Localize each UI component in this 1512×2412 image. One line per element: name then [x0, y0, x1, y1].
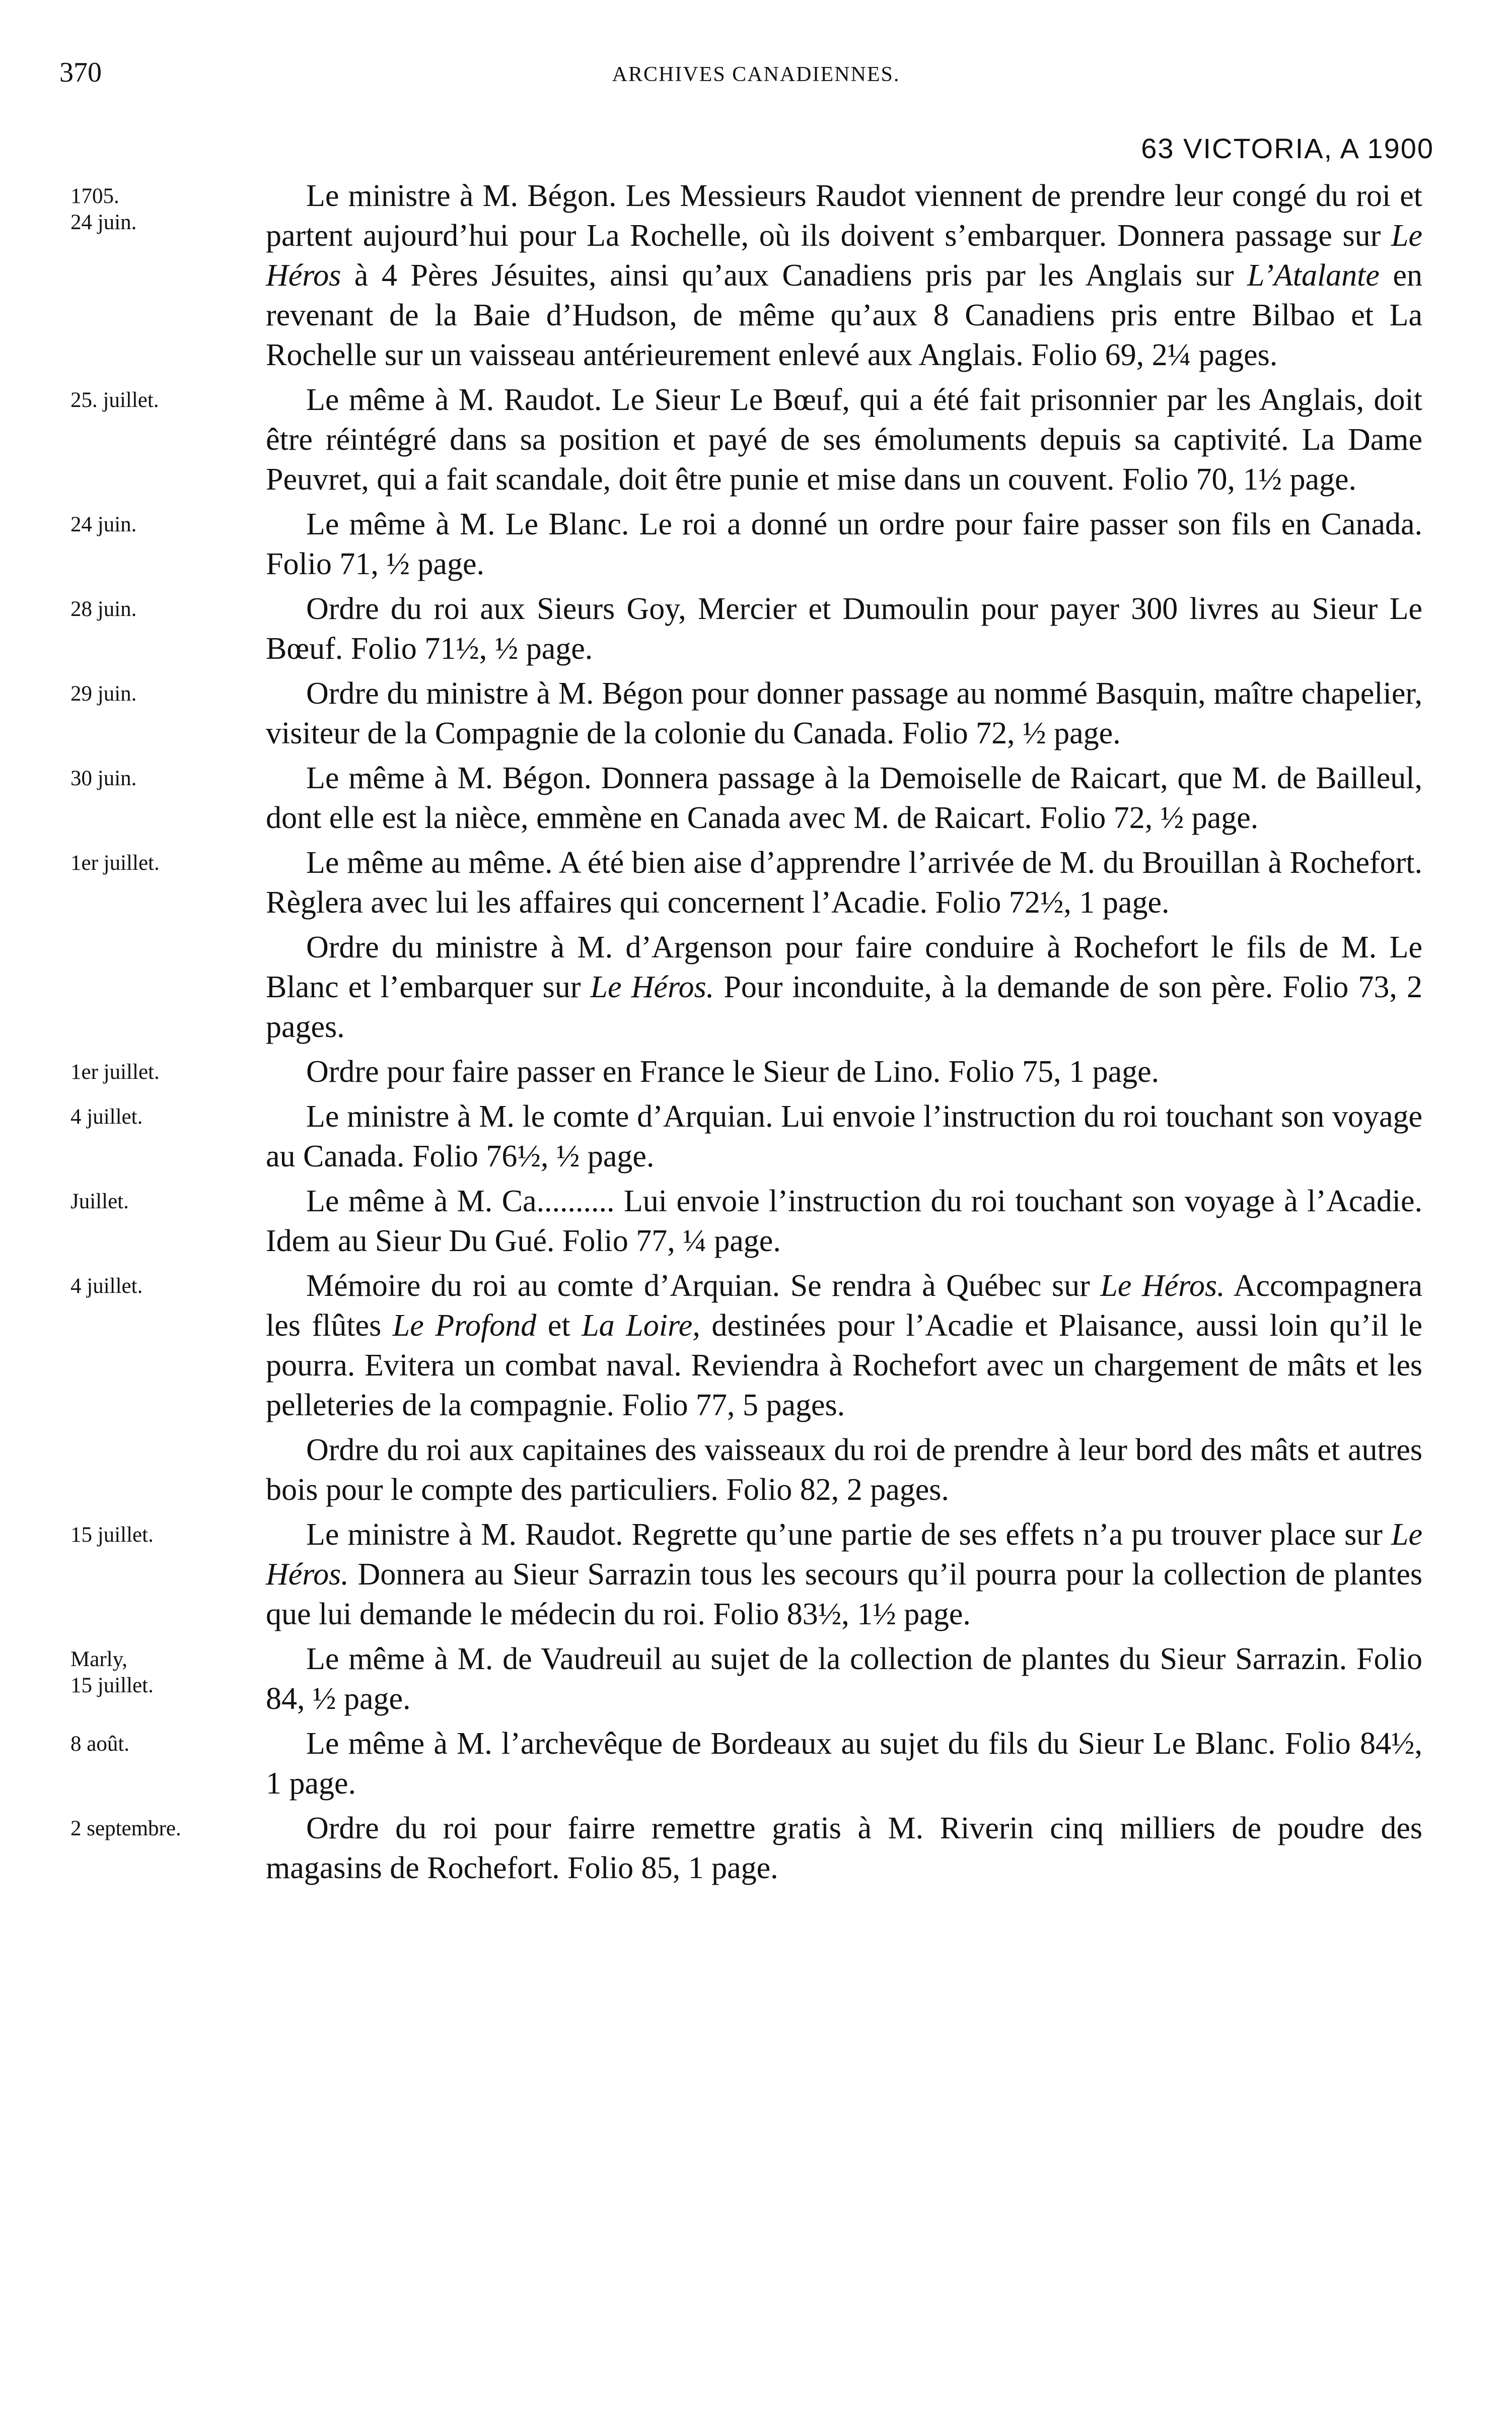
entry-text-run: Le ministre à M. Bégon. Les Messieurs Raudot viennent de prendre leur congé du roi et partent aujourd’hui pour La Rochelle, où ils doivent s’embarquer. Donnera passage sur [266, 179, 1422, 253]
entry-date: 2 septembre. [70, 1817, 181, 1840]
entry-text [266, 380, 1422, 500]
entry-text-run: Ordre du ministre à M. Bégon pour donner passage au nommé Basquin, maître chapelier, visiteur de la Compagnie de la colonie du Canada. Folio 72, ½ page. [266, 676, 1422, 750]
ship-name: Le Profond [392, 1308, 537, 1343]
entry-text [266, 1724, 1422, 1804]
entry-date: 4 juillet. [70, 1105, 143, 1129]
entry-text [266, 1430, 1422, 1510]
entry-text [266, 1515, 1422, 1634]
entry-text-run: Ordre pour faire passer en France le Sieur de Lino. Folio 75, 1 page. [306, 1055, 1160, 1089]
entry-text [266, 1097, 1422, 1177]
entry [0, 1515, 1512, 1634]
entry-date: 1705. 24 juin. [70, 184, 137, 234]
entry [0, 1182, 1512, 1261]
entry-date: 8 août. [70, 1732, 130, 1756]
entry-date: 1er juillet. [70, 851, 160, 875]
entry [0, 1639, 1512, 1719]
entry-text-run: et [536, 1308, 582, 1343]
entry-text-run: Le même à M. Le Blanc. Le roi a donné un ordre pour faire passer son fils en Canada. Folio 71, ½ page. [266, 507, 1422, 581]
entry-text-run: Le même à M. Ca.......... Lui envoie l’instruction du roi touchant son voyage à l’Acadie. Idem au Sieur Du Gué. Folio 77, ¼ page. [266, 1184, 1422, 1258]
entry-text-run: Le même à M. Bégon. Donnera passage à la Demoiselle de Raicart, que M. de Bailleul, dont elle est la nièce, emmène en Canada avec M. de Raicart. Folio 72, ½ page. [266, 761, 1422, 835]
entry [0, 759, 1512, 838]
entry-text-run: Ordre du roi aux capitaines des vaisseaux du roi de prendre à leur bord des mâts et autres bois pour le compte des particuliers. Folio 82, 2 pages. [266, 1433, 1422, 1507]
entry-date: 28 juin. [70, 597, 137, 621]
entry-text-run: Mémoire du roi au comte d’Arquian. Se rendra à Québec sur [306, 1269, 1101, 1303]
entry-date: 29 juin. [70, 682, 137, 706]
ship-name: Le Héros. [266, 1518, 1422, 1592]
entry-text [266, 1052, 1422, 1092]
entry-text [266, 1639, 1422, 1719]
entry [0, 589, 1512, 669]
entry [0, 1097, 1512, 1177]
entry-text-run: Le ministre à M. le comte d’Arquian. Lui envoie l’instruction du roi touchant son voyage au Canada. Folio 76½, ½ page. [266, 1099, 1422, 1174]
entry-date: Marly, 15 juillet. [70, 1647, 154, 1697]
entry-text-run: Donnera au Sieur Sarrazin tous les secours qu’il pourra pour la collection de plantes que lui demande le médecin du roi. Folio 83½, 1½ page. [266, 1557, 1422, 1631]
entry-date: Juillet. [70, 1190, 129, 1213]
ship-name: L’Atalante [1247, 258, 1380, 293]
ship-name: Le Héros [266, 219, 1422, 293]
entry-text-run: Ordre du roi aux Sieurs Goy, Mercier et Dumoulin pour payer 300 livres au Sieur Le Bœuf. Folio 71½, ½ page. [266, 592, 1422, 666]
entry-text-run: destinées pour l’Acadie et Plaisance, aussi loin qu’il le pourra. Evitera un combat naval. Reviendra à Rochefort avec un chargement de mâts et les pelleteries de la compagnie. Folio 77, 5 pages. [266, 1308, 1422, 1422]
entry-text-run: Le même au même. A été bien aise d’apprendre l’arrivée de M. du Brouillan à Rochefort. Règlera avec lui les affaires qui concernent l’Acadie. Folio 72½, 1 page. [266, 846, 1422, 920]
ship-name: Le Héros. [1100, 1269, 1225, 1303]
entry-date: 1er juillet. [70, 1060, 160, 1084]
entry-text [266, 505, 1422, 584]
entry-text [266, 1809, 1422, 1888]
ship-name: Le Héros. [590, 970, 714, 1004]
entry [0, 1809, 1512, 1888]
entry-text-run: en revenant de la Baie d’Hudson, de même qu’aux 8 Canadiens pris entre Bilbao et La Rochelle sur un vaisseau antérieurement enlevé aux Anglais. Folio 69, 2¼ pages. [266, 258, 1422, 372]
running-title: ARCHIVES CANADIENNES. [612, 63, 900, 86]
entry-date: 24 juin. [70, 513, 137, 536]
page-number: 370 [59, 57, 102, 88]
entry-text-run: Pour inconduite, à la demande de son père. Folio 73, 2 pages. [266, 970, 1422, 1044]
entry [0, 505, 1512, 584]
ship-name: La Loire, [582, 1308, 700, 1343]
calendar-entries [0, 176, 1512, 1893]
entry [0, 1266, 1512, 1425]
entry [0, 843, 1512, 923]
entry-text [266, 1266, 1422, 1425]
entry-text-run: Ordre du ministre à M. d’Argenson pour faire conduire à Rochefort le fils de M. Le Blanc et l’embarquer sur [266, 930, 1422, 1004]
entry-date: 30 juin. [70, 767, 137, 790]
entry [0, 674, 1512, 753]
entry-date: 4 juillet. [70, 1274, 143, 1298]
entry-text [266, 589, 1422, 669]
entry-text [266, 1182, 1422, 1261]
entry [0, 1724, 1512, 1804]
entry-text-run: Le même à M. Raudot. Le Sieur Le Bœuf, qui a été fait prisonnier par les Anglais, doit être réintégré dans sa position et payé de ses émoluments depuis sa captivité. La Dame Peuvret, qui a fait scandale, doit être punie et mise dans un couvent. Folio 70, 1½ page. [266, 383, 1422, 497]
entry-text [266, 674, 1422, 753]
entry-text [266, 759, 1422, 838]
entry [0, 380, 1512, 500]
entry-text-run: Ordre du roi pour fairre remettre gratis à M. Riverin cinq milliers de poudre des magasins de Rochefort. Folio 85, 1 page. [266, 1811, 1422, 1885]
entry [0, 1430, 1512, 1510]
entry-date: 25. juillet. [70, 388, 159, 412]
entry-text [266, 843, 1422, 923]
entry-text-run: Le même à M. de Vaudreuil au sujet de la collection de plantes du Sieur Sarrazin. Folio 84, ½ page. [266, 1642, 1422, 1716]
entry-text-run: Le même à M. l’archevêque de Bordeaux au sujet du fils du Sieur Le Blanc. Folio 84½, 1 page. [266, 1727, 1422, 1801]
entry [0, 928, 1512, 1047]
entry [0, 1052, 1512, 1092]
entry-text-run: à 4 Pères Jésuites, ainsi qu’aux Canadiens pris par les Anglais sur [341, 258, 1248, 293]
entry-date: 15 juillet. [70, 1523, 154, 1547]
session-label: 63 VICTORIA, A 1900 [1141, 132, 1434, 164]
entry-text-run: Le ministre à M. Raudot. Regrette qu’une partie de ses effets n’a pu trouver place sur [306, 1518, 1391, 1552]
entry-text [266, 176, 1422, 375]
entry-text-run: Accompagnera les flûtes [266, 1269, 1422, 1343]
entry-text [266, 928, 1422, 1047]
entry [0, 176, 1512, 375]
